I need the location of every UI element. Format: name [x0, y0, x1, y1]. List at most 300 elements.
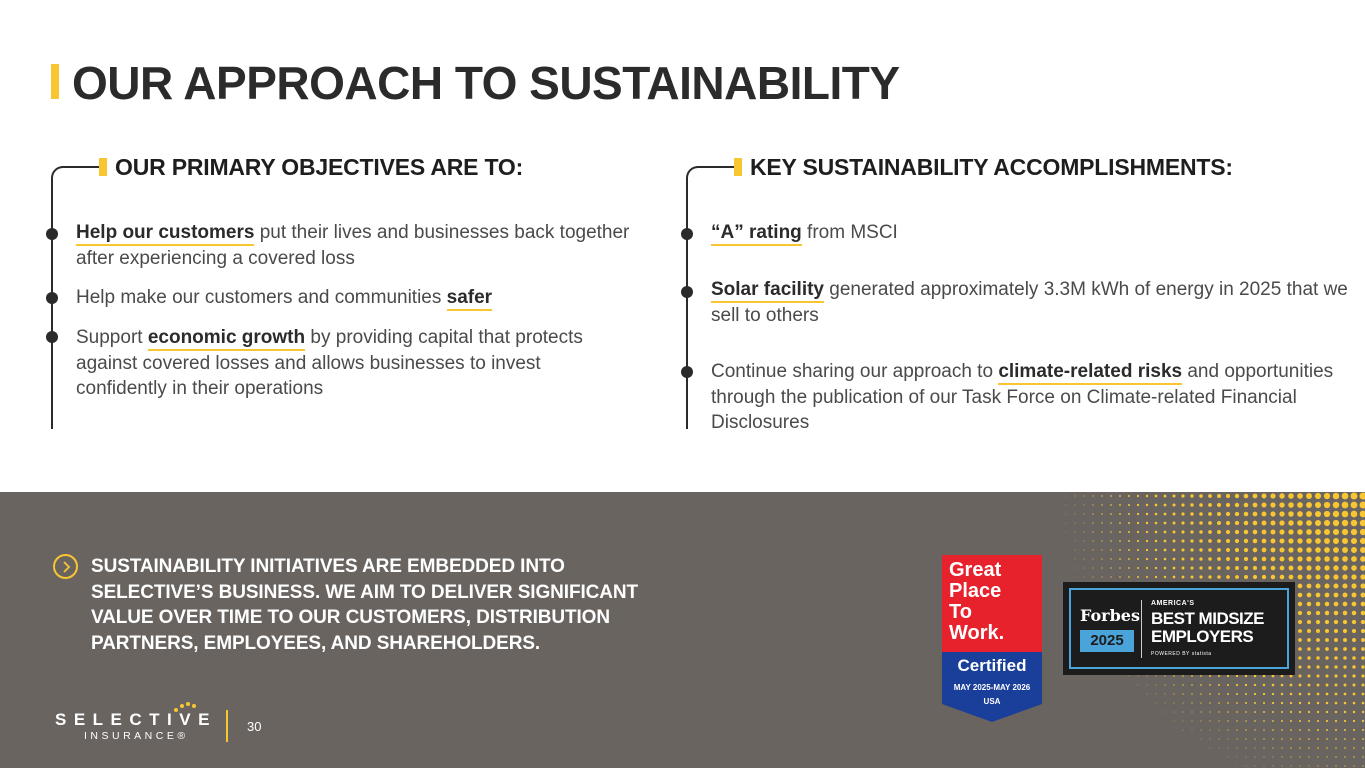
- pattern-dot: [1236, 684, 1238, 686]
- pattern-dot: [1315, 493, 1321, 499]
- pattern-dot: [1281, 738, 1283, 740]
- pattern-dot: [1342, 547, 1348, 553]
- pattern-dot: [1297, 520, 1303, 526]
- pattern-dot: [1306, 529, 1312, 535]
- pattern-dot: [1306, 538, 1312, 544]
- forbes-brand: Forbes: [1080, 606, 1140, 625]
- pattern-dot: [1210, 739, 1211, 740]
- pattern-dot: [1271, 539, 1276, 544]
- pattern-dot: [1218, 675, 1220, 677]
- pattern-dot: [1316, 584, 1321, 589]
- pattern-dot: [1137, 558, 1139, 560]
- pattern-dot: [1236, 693, 1238, 695]
- pattern-dot: [1155, 513, 1158, 516]
- pattern-dot: [1262, 503, 1267, 508]
- pattern-dot: [1324, 547, 1330, 553]
- pattern-dot: [1191, 675, 1193, 677]
- pattern-dot: [1075, 577, 1076, 578]
- pattern-dot: [1334, 602, 1339, 607]
- pattern-dot: [1227, 702, 1229, 704]
- gptw-country: USA: [983, 697, 1001, 706]
- pattern-dot: [1173, 513, 1176, 516]
- pattern-dot: [1315, 547, 1321, 553]
- pattern-dot: [1119, 495, 1121, 497]
- pattern-dot: [1263, 702, 1265, 704]
- pattern-dot: [1297, 511, 1303, 517]
- pattern-dot: [1137, 549, 1139, 551]
- pattern-dot: [1353, 720, 1355, 722]
- pattern-dot: [1308, 675, 1311, 678]
- pattern-dot: [1325, 611, 1329, 615]
- pattern-dot: [1352, 629, 1356, 633]
- pattern-dot: [1164, 495, 1167, 498]
- pattern-dot: [1092, 531, 1093, 532]
- pattern-dot: [1075, 505, 1076, 506]
- pattern-dot: [1236, 702, 1238, 704]
- pattern-dot: [1352, 656, 1356, 660]
- pattern-dot: [1190, 539, 1193, 542]
- pattern-dot: [1299, 747, 1300, 748]
- page-number: 30: [247, 719, 262, 734]
- pattern-dot: [1325, 584, 1330, 589]
- pattern-dot: [1138, 676, 1139, 677]
- pattern-dot: [1235, 557, 1239, 561]
- pattern-dot: [1190, 512, 1193, 515]
- pattern-dot: [1299, 720, 1301, 722]
- pattern-dot: [1156, 703, 1157, 704]
- pattern-dot: [1173, 567, 1176, 570]
- pattern-dot: [1342, 583, 1347, 588]
- pattern-dot: [1253, 575, 1257, 579]
- pattern-dot: [1155, 558, 1157, 560]
- pattern-dot: [1263, 684, 1265, 686]
- pattern-dot: [1335, 747, 1337, 749]
- pattern-dot: [1299, 693, 1302, 696]
- pattern-dot: [1101, 549, 1102, 550]
- pattern-dot: [1326, 693, 1329, 696]
- pattern-dot: [1326, 747, 1328, 749]
- pattern-dot: [1344, 720, 1346, 722]
- pattern-dot: [1272, 675, 1275, 678]
- forbes-best-employers-badge: [1063, 582, 1295, 675]
- pattern-dot: [1208, 521, 1212, 525]
- pattern-dot: [1270, 502, 1275, 507]
- pattern-dot: [1306, 511, 1312, 517]
- pattern-dot: [1343, 593, 1348, 598]
- pattern-dot: [1362, 693, 1365, 696]
- pattern-dot: [1244, 521, 1249, 526]
- pattern-dot: [1227, 738, 1228, 739]
- pattern-dot: [1307, 602, 1311, 606]
- pattern-dot: [1155, 495, 1158, 498]
- pattern-dot: [1290, 738, 1292, 740]
- chevron-right-icon: [53, 554, 78, 579]
- pattern-dot: [1084, 577, 1085, 578]
- pattern-dot: [1226, 512, 1230, 516]
- pattern-dot: [1297, 529, 1303, 535]
- pattern-dot: [1083, 504, 1084, 505]
- pattern-dot: [1333, 574, 1338, 579]
- pattern-dot: [1253, 539, 1258, 544]
- pattern-dot: [1361, 593, 1365, 598]
- pattern-dot: [1137, 522, 1139, 524]
- pattern-dot: [1181, 539, 1184, 542]
- pattern-dot: [1199, 503, 1203, 507]
- pattern-dot: [1137, 576, 1139, 578]
- pattern-dot: [1101, 495, 1102, 496]
- pattern-dot: [1191, 702, 1192, 703]
- pattern-dot: [1353, 702, 1356, 705]
- pattern-dot: [1360, 556, 1365, 562]
- pattern-dot: [1308, 765, 1309, 766]
- pattern-dot: [1217, 494, 1221, 498]
- pattern-dot: [1290, 711, 1292, 713]
- pattern-dot: [1272, 747, 1273, 748]
- pattern-dot: [1361, 647, 1365, 651]
- pattern-dot: [1335, 738, 1337, 740]
- pattern-dot: [1344, 738, 1346, 740]
- pattern-dot: [1119, 567, 1121, 569]
- pattern-dot: [1299, 684, 1302, 687]
- pattern-dot: [1316, 593, 1321, 598]
- pattern-dot: [1281, 675, 1284, 678]
- pattern-dot: [1270, 529, 1275, 534]
- pattern-dot: [1137, 504, 1139, 506]
- pattern-dot: [1334, 674, 1337, 677]
- pattern-dot: [1334, 665, 1337, 668]
- pattern-dot: [1316, 620, 1320, 624]
- pattern-dot: [1217, 548, 1221, 552]
- pattern-dot: [1083, 513, 1084, 514]
- pattern-dot: [1342, 511, 1349, 518]
- pattern-dot: [1200, 720, 1201, 721]
- pattern-dot: [1353, 693, 1356, 696]
- pattern-dot: [1317, 720, 1319, 722]
- pattern-dot: [1101, 513, 1102, 514]
- pattern-dot: [1342, 493, 1349, 500]
- pattern-dot: [1297, 538, 1302, 543]
- pattern-dot: [1352, 620, 1356, 624]
- pattern-dot: [1352, 593, 1357, 598]
- pattern-dot: [1199, 566, 1202, 569]
- accomplishment-item-3: Continue sharing our approach to climate-related risks and opportunities through the publication of our Task Force on Climate-related Financial Disclosures: [711, 361, 1334, 433]
- pattern-dot: [1245, 747, 1246, 748]
- pattern-dot: [1217, 575, 1221, 579]
- pattern-dot: [1110, 522, 1112, 524]
- pattern-dot: [1227, 729, 1228, 730]
- pattern-dot: [1236, 729, 1237, 730]
- pattern-dot: [1307, 638, 1311, 642]
- pattern-dot: [1084, 568, 1085, 569]
- pattern-dot: [1075, 550, 1076, 551]
- pattern-dot: [1236, 720, 1237, 721]
- pattern-dot: [1190, 566, 1193, 569]
- pattern-dot: [1199, 575, 1202, 578]
- pattern-dot: [1279, 529, 1284, 534]
- pattern-dot: [1308, 711, 1310, 713]
- pattern-dot: [1326, 684, 1329, 687]
- pattern-dot: [1192, 721, 1193, 722]
- pattern-dot: [1236, 675, 1238, 677]
- pattern-dot: [1246, 766, 1247, 767]
- pattern-dot: [1335, 756, 1336, 757]
- pattern-dot: [1362, 711, 1364, 713]
- pattern-dot: [1298, 611, 1302, 615]
- pattern-dot: [1075, 514, 1076, 515]
- pattern-dot: [1110, 495, 1112, 497]
- pattern-dot: [1173, 549, 1176, 552]
- pattern-dot: [1173, 693, 1174, 694]
- pattern-dot: [1235, 521, 1239, 525]
- pattern-dot: [1066, 496, 1067, 497]
- pattern-dot: [1352, 611, 1357, 616]
- pattern-dot: [1288, 493, 1294, 499]
- pattern-dot: [1164, 558, 1167, 561]
- pattern-dot: [1317, 738, 1319, 740]
- pattern-dot: [1360, 511, 1365, 518]
- objective-emphasis: economic growth: [148, 327, 305, 351]
- pattern-dot: [1191, 576, 1194, 579]
- pattern-dot: [1351, 574, 1356, 579]
- pattern-dot: [1262, 530, 1267, 535]
- pattern-dot: [1317, 756, 1318, 757]
- pattern-dot: [1289, 575, 1294, 580]
- pattern-dot: [1128, 522, 1130, 524]
- pattern-dot: [1227, 684, 1229, 686]
- pattern-dot: [1119, 513, 1121, 515]
- pattern-dot: [1092, 495, 1093, 496]
- pattern-dot: [1244, 539, 1248, 543]
- accomplishment-item-1: “A” rating from MSCI: [711, 220, 1361, 246]
- pattern-dot: [1217, 530, 1221, 534]
- pattern-dot: [1324, 511, 1330, 517]
- pattern-dot: [1137, 495, 1139, 497]
- pattern-dot: [1227, 675, 1229, 677]
- rail-corner: [51, 166, 65, 180]
- pattern-dot: [1228, 748, 1229, 749]
- pattern-dot: [1236, 738, 1237, 739]
- pattern-dot: [1361, 665, 1364, 668]
- pattern-dot: [1128, 513, 1130, 515]
- pattern-dot: [1262, 566, 1266, 570]
- pattern-dot: [1361, 611, 1365, 616]
- pattern-dot: [1362, 738, 1364, 740]
- pattern-dot: [1137, 540, 1139, 542]
- pattern-dot: [1190, 494, 1193, 497]
- pattern-dot: [1209, 702, 1210, 703]
- pattern-dot: [1362, 747, 1364, 749]
- pattern-dot: [1164, 513, 1167, 516]
- pattern-dot: [1325, 647, 1329, 651]
- pattern-dot: [1254, 684, 1256, 686]
- logo-divider: [226, 710, 228, 742]
- pattern-dot: [1129, 676, 1130, 677]
- pattern-dot: [1199, 512, 1203, 516]
- pattern-dot: [1226, 566, 1230, 570]
- pattern-dot: [1298, 593, 1303, 598]
- pattern-dot: [1280, 566, 1285, 571]
- pattern-dot: [1317, 747, 1319, 749]
- pattern-dot: [1343, 602, 1348, 607]
- pattern-dot: [1110, 531, 1112, 533]
- pattern-dot: [1147, 685, 1148, 686]
- pattern-dot: [1297, 502, 1303, 508]
- pattern-dot: [1308, 720, 1310, 722]
- pattern-dot: [1306, 520, 1312, 526]
- bullet-dot: [681, 286, 693, 298]
- pattern-dot: [1173, 684, 1174, 685]
- pattern-dot: [1299, 738, 1301, 740]
- bullet-dot: [681, 366, 693, 378]
- accomplishment-item-2: Solar facility generated approximately 3.3M kWh of energy in 2025 that we sell to others: [711, 279, 1348, 326]
- pattern-dot: [1272, 702, 1274, 704]
- pattern-dot: [1201, 730, 1202, 731]
- pattern-dot: [1201, 739, 1202, 740]
- accomplishment-emphasis: “A” rating: [711, 222, 802, 246]
- pattern-dot: [1182, 675, 1184, 677]
- pattern-dot: [1263, 693, 1265, 695]
- company-logo-subtitle: INSURANCE®: [84, 730, 189, 742]
- pattern-dot: [1173, 540, 1176, 543]
- pattern-dot: [1253, 494, 1258, 499]
- pattern-dot: [1315, 511, 1321, 517]
- pattern-dot: [1219, 739, 1220, 740]
- pattern-dot: [1263, 729, 1265, 731]
- pattern-dot: [1324, 538, 1330, 544]
- pattern-dot: [1272, 693, 1274, 695]
- pattern-dot: [1208, 575, 1211, 578]
- pattern-dot: [1308, 756, 1309, 757]
- pattern-dot: [1181, 512, 1184, 515]
- pattern-dot: [1306, 493, 1312, 499]
- pattern-dot: [1255, 757, 1256, 758]
- pattern-dot: [1298, 638, 1302, 642]
- pattern-dot: [1199, 557, 1202, 560]
- pattern-dot: [1075, 568, 1076, 569]
- pattern-dot: [1209, 720, 1210, 721]
- pattern-dot: [1317, 684, 1320, 687]
- pattern-dot: [1281, 720, 1283, 722]
- pattern-dot: [1227, 720, 1228, 721]
- pattern-dot: [1226, 575, 1230, 579]
- pattern-dot: [1343, 674, 1346, 677]
- pattern-dot: [1362, 720, 1364, 722]
- pattern-dot: [1191, 684, 1193, 686]
- pattern-dot: [1316, 665, 1319, 668]
- pattern-dot: [1325, 638, 1329, 642]
- pattern-dot: [1146, 540, 1148, 542]
- rail-corner: [686, 166, 700, 180]
- pattern-dot: [1280, 557, 1285, 562]
- pattern-dot: [1199, 521, 1203, 525]
- pattern-dot: [1273, 766, 1274, 767]
- accomplishments-heading: KEY SUSTAINABILITY ACCOMPLISHMENTS:: [750, 154, 1233, 180]
- pattern-dot: [1092, 504, 1093, 505]
- pattern-dot: [1253, 566, 1257, 570]
- pattern-dot: [1316, 611, 1320, 615]
- pattern-dot: [1272, 738, 1273, 739]
- pattern-dot: [1075, 559, 1076, 560]
- pattern-dot: [1263, 738, 1264, 739]
- pattern-dot: [1270, 520, 1275, 525]
- pattern-dot: [1200, 702, 1201, 703]
- accomplishment-emphasis: Solar facility: [711, 279, 824, 303]
- pattern-dot: [1235, 494, 1239, 498]
- pattern-dot: [1155, 675, 1156, 676]
- pattern-dot: [1352, 602, 1357, 607]
- pattern-dot: [1155, 549, 1157, 551]
- pattern-dot: [1333, 493, 1340, 500]
- pattern-dot: [1172, 494, 1175, 497]
- pattern-dot: [1174, 703, 1175, 704]
- pattern-dot: [1307, 575, 1312, 580]
- pattern-dot: [1362, 702, 1365, 705]
- pattern-dot: [1316, 674, 1319, 677]
- objective-emphasis: Help our customers: [76, 222, 254, 246]
- pattern-dot: [1263, 675, 1266, 678]
- pattern-dot: [1190, 521, 1193, 524]
- pattern-dot: [1290, 702, 1292, 704]
- pattern-dot: [1308, 738, 1310, 740]
- pattern-dot: [1200, 711, 1201, 712]
- pattern-dot: [1308, 729, 1310, 731]
- pattern-dot: [1316, 602, 1321, 607]
- pattern-dot: [1298, 584, 1303, 589]
- pattern-dot: [1217, 557, 1221, 561]
- pattern-dot: [1146, 513, 1148, 515]
- pattern-dot: [1324, 574, 1329, 579]
- pattern-dot: [1326, 720, 1328, 722]
- pattern-dot: [1333, 520, 1339, 526]
- pattern-dot: [1244, 530, 1248, 534]
- pattern-dot: [1334, 656, 1338, 660]
- pattern-dot: [1343, 629, 1347, 633]
- pattern-dot: [1281, 693, 1283, 695]
- pattern-dot: [1147, 676, 1148, 677]
- pattern-dot: [1101, 576, 1102, 577]
- company-logo-wordmark: SELECTIVE: [55, 710, 217, 729]
- great-place-to-work-badge: [942, 555, 1042, 722]
- pattern-dot: [1281, 702, 1283, 704]
- pattern-dot: [1110, 504, 1112, 506]
- pattern-dot: [1333, 529, 1339, 535]
- pattern-dot: [1182, 576, 1185, 579]
- pattern-dot: [1335, 765, 1336, 766]
- pattern-dot: [1146, 576, 1148, 578]
- pattern-dot: [1227, 693, 1229, 695]
- bullet-dot: [46, 292, 58, 304]
- pattern-dot: [1208, 530, 1212, 534]
- pattern-dot: [1146, 558, 1148, 560]
- pattern-dot: [1324, 520, 1330, 526]
- pattern-dot: [1288, 502, 1294, 508]
- pattern-dot: [1344, 729, 1346, 731]
- pattern-dot: [1146, 504, 1148, 506]
- pattern-dot: [1147, 694, 1148, 695]
- pattern-dot: [1110, 540, 1112, 542]
- pattern-dot: [1262, 575, 1266, 579]
- pattern-dot: [1360, 538, 1365, 544]
- pattern-dot: [1084, 541, 1085, 542]
- pattern-dot: [1084, 532, 1085, 533]
- pattern-dot: [1334, 593, 1339, 598]
- pattern-dot: [1361, 620, 1365, 624]
- pattern-dot: [1282, 766, 1283, 767]
- gptw-line: Place: [949, 580, 1002, 602]
- pattern-dot: [1352, 674, 1355, 677]
- pattern-dot: [1165, 712, 1166, 713]
- pattern-dot: [1326, 711, 1328, 713]
